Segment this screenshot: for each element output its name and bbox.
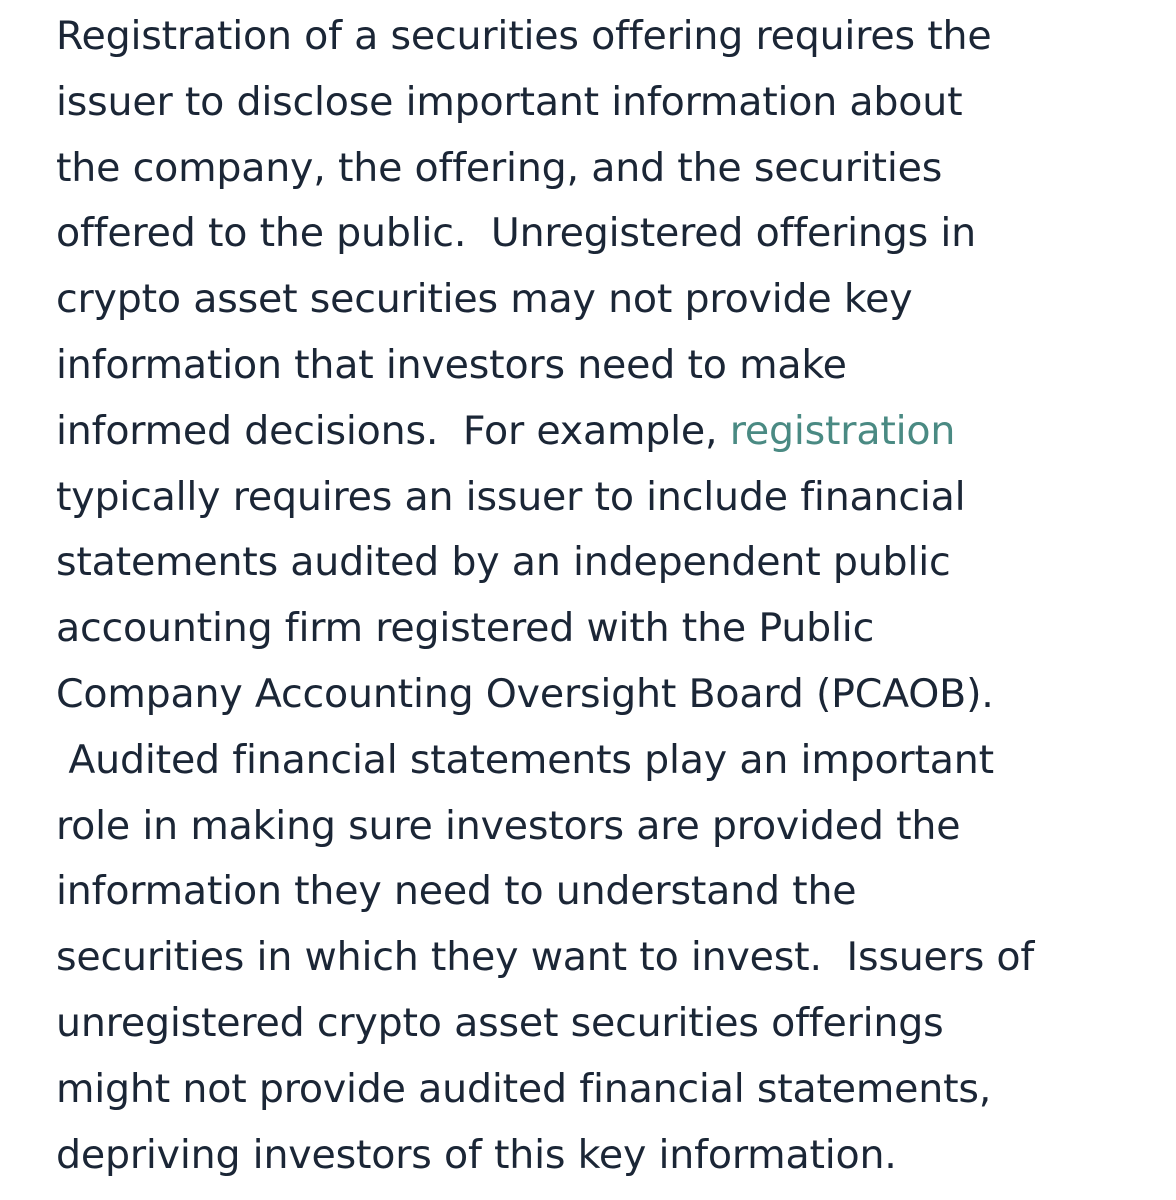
paragraph-line: statements audited by an independent public bbox=[56, 539, 951, 586]
paragraph-line: typically requires an issuer to include financial bbox=[56, 473, 966, 520]
paragraph-line: depriving investors of this key information. bbox=[56, 1131, 897, 1178]
paragraph-line: Audited financial statements play an important bbox=[56, 736, 994, 783]
paragraph-line: role in making sure investors are provided the bbox=[56, 802, 961, 849]
registration-link[interactable]: registration bbox=[729, 407, 956, 454]
paragraph-line: Company Accounting Oversight Board (PCAOB). bbox=[56, 670, 994, 717]
paragraph-line: offered to the public. Unregistered offerings in bbox=[56, 210, 976, 257]
paragraph-line: crypto asset securities may not provide key bbox=[56, 276, 913, 323]
paragraph-line: securities in which they want to invest. Issuers of bbox=[56, 934, 1035, 981]
paragraph-line: issuer to disclose important information about bbox=[56, 78, 963, 125]
paragraph-line: might not provide audited financial statements, bbox=[56, 1065, 992, 1112]
paragraph-line: accounting firm registered with the Public bbox=[56, 605, 875, 652]
paragraph-line: the company, the offering, and the securities bbox=[56, 144, 943, 191]
paragraph-text: informed decisions. For example, bbox=[56, 407, 730, 454]
paragraph-line: information they need to understand the bbox=[56, 868, 857, 915]
paragraph-line: information that investors need to make bbox=[56, 341, 847, 388]
paragraph-line: unregistered crypto asset securities offerings bbox=[56, 999, 944, 1046]
article-paragraph bbox=[56, 4, 1156, 1188]
paragraph-line: Registration of a securities offering requires the bbox=[56, 13, 992, 59]
paragraph-line-with-link bbox=[56, 399, 1156, 465]
